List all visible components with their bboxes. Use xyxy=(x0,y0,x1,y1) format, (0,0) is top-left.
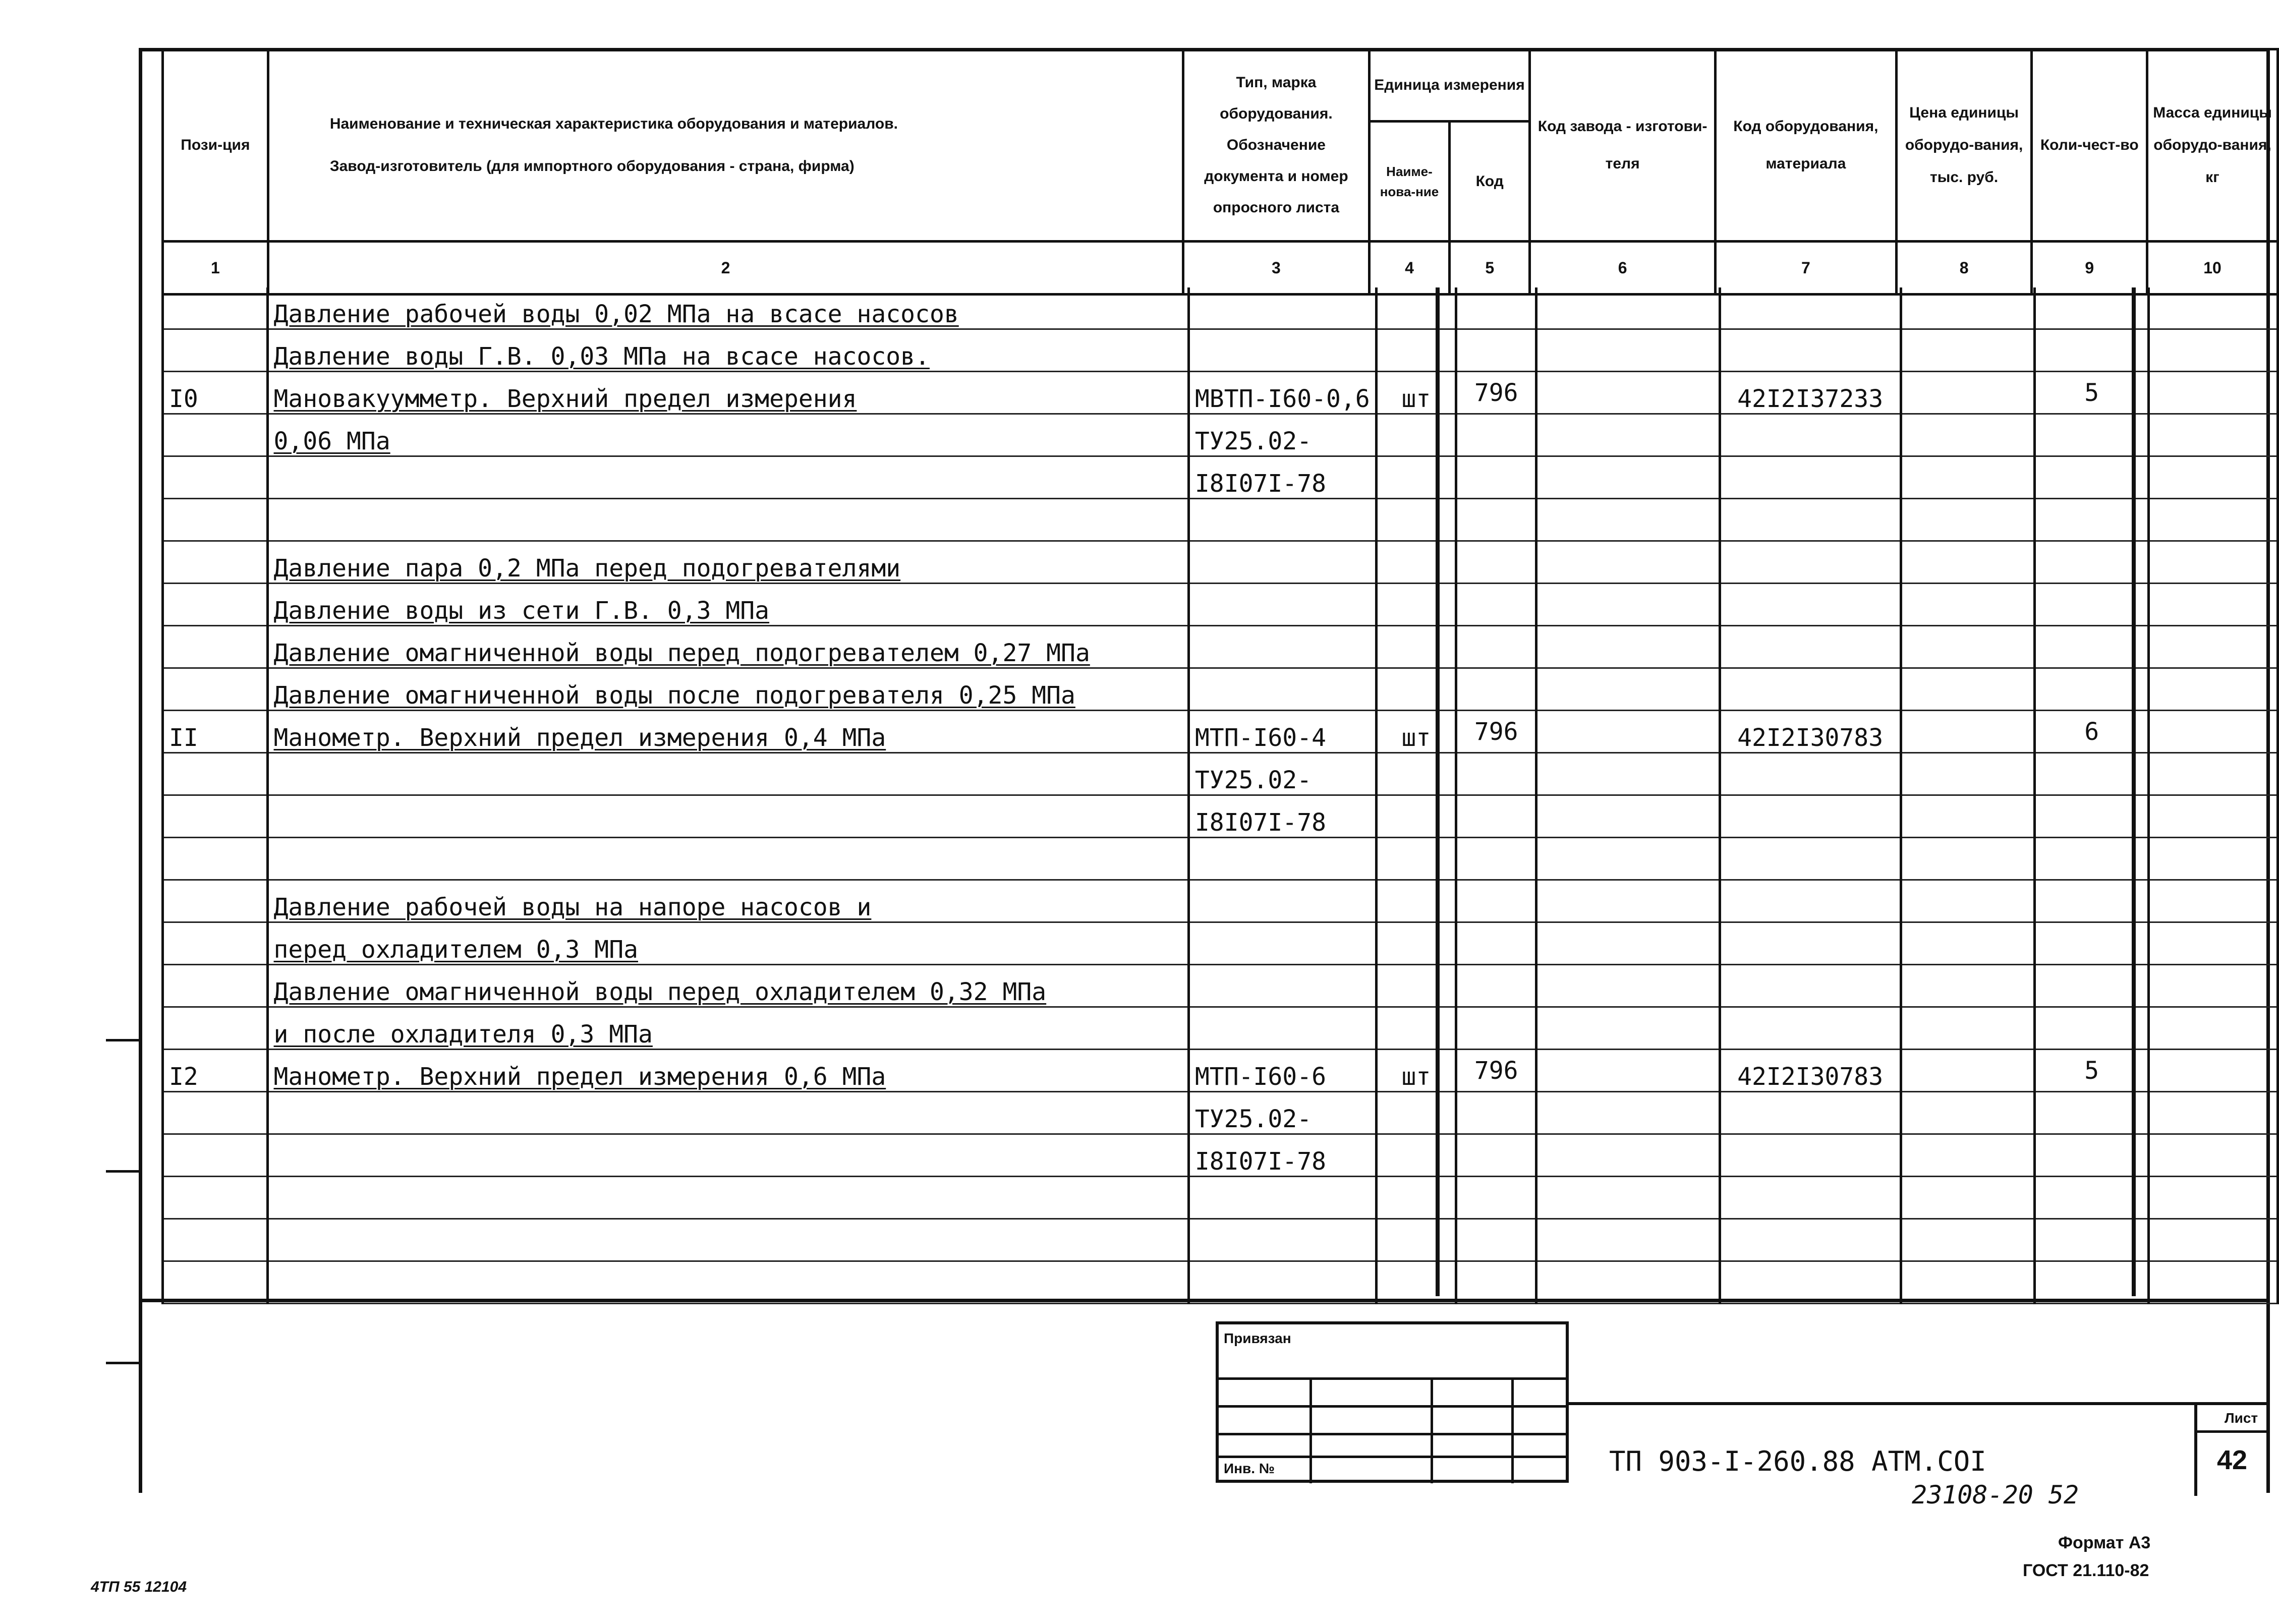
table-cell xyxy=(267,1177,1188,1219)
table-cell xyxy=(1901,499,2034,541)
table-cell xyxy=(163,1134,268,1177)
table-cell xyxy=(1376,880,1456,922)
table-cell xyxy=(2149,1219,2278,1261)
table-cell: перед охладителем 0,3 МПа xyxy=(267,922,1188,965)
table-cell xyxy=(1376,922,1456,965)
table-cell xyxy=(267,499,1188,541)
table-cell xyxy=(1456,1219,1536,1261)
header-name-cell xyxy=(268,49,1183,242)
table-cell: 796 xyxy=(1456,372,1536,414)
table-cell xyxy=(2149,1134,2278,1177)
table-row xyxy=(163,541,2278,584)
table-row xyxy=(163,753,2278,795)
unit-code-left-rule xyxy=(1436,287,1440,1296)
table-cell xyxy=(1901,541,2034,584)
table-cell: 42I2I37233 xyxy=(1720,372,1901,414)
table-cell xyxy=(1536,414,1720,456)
table-cell xyxy=(1536,499,1720,541)
header-maker-code: Код завода - изготови-теля xyxy=(1530,49,1716,242)
table-cell: I2 xyxy=(163,1050,268,1092)
spec-header xyxy=(161,48,2279,296)
table-cell: 42I2I30783 xyxy=(1720,1050,1901,1092)
table-cell xyxy=(1720,1092,1901,1134)
table-cell xyxy=(1901,711,2034,753)
table-cell xyxy=(1901,668,2034,711)
table-cell xyxy=(1188,668,1376,711)
quantity-right-rule xyxy=(2132,287,2136,1296)
table-row xyxy=(163,1134,2278,1177)
table-cell xyxy=(1536,1092,1720,1134)
header-equipment-code: Код оборудования, материала xyxy=(1716,49,1897,242)
table-cell: I8I07I-78 xyxy=(1188,456,1376,499)
table-cell xyxy=(1376,456,1456,499)
table-cell: шт xyxy=(1376,1050,1456,1092)
table-cell xyxy=(1376,499,1456,541)
table-cell xyxy=(1376,1092,1456,1134)
table-cell xyxy=(1376,584,1456,626)
stamp-bottom-label: Инв. № xyxy=(1224,1461,1275,1476)
table-cell: Мановакуумметр. Верхний предел измерения xyxy=(267,372,1188,414)
table-cell xyxy=(2149,372,2278,414)
table-cell xyxy=(267,1219,1188,1261)
stamp-line xyxy=(1219,1405,1567,1408)
table-cell xyxy=(2149,1261,2278,1304)
body-bottom-rule xyxy=(139,1299,2270,1302)
stamp-line xyxy=(1219,1377,1567,1380)
table-cell xyxy=(163,287,268,329)
table-cell xyxy=(1901,626,2034,668)
table-cell xyxy=(1901,838,2034,880)
table-cell xyxy=(163,880,268,922)
table-cell xyxy=(1901,1092,2034,1134)
header-column-number: 10 xyxy=(2147,242,2278,295)
table-cell xyxy=(1536,711,1720,753)
table-cell xyxy=(1456,287,1536,329)
table-cell: I8I07I-78 xyxy=(1188,795,1376,838)
table-cell xyxy=(1901,922,2034,965)
table-cell xyxy=(1376,541,1456,584)
header-column-number: 2 xyxy=(268,242,1183,295)
stamp-top-label: Привязан xyxy=(1224,1330,1291,1346)
table-cell xyxy=(1456,1134,1536,1177)
table-cell xyxy=(1901,1134,2034,1177)
table-cell: Давление рабочей воды на напоре насосов и xyxy=(267,880,1188,922)
table-cell xyxy=(1901,329,2034,372)
table-cell xyxy=(1720,795,1901,838)
table-cell xyxy=(1536,456,1720,499)
table-cell: МТП-I60-4 xyxy=(1188,711,1376,753)
table-cell xyxy=(163,541,268,584)
table-row xyxy=(163,372,2278,414)
table-cell xyxy=(1901,414,2034,456)
table-cell xyxy=(1376,668,1456,711)
table-row xyxy=(163,965,2278,1007)
table-cell xyxy=(1456,838,1536,880)
table-cell: ТУ25.02- xyxy=(1188,414,1376,456)
header-column-number: 8 xyxy=(1896,242,2032,295)
header-mass: Масса единицы оборудо-вания, кг xyxy=(2147,49,2278,242)
table-cell xyxy=(267,1092,1188,1134)
title-divider xyxy=(2194,1405,2197,1496)
table-cell: Давление пара 0,2 МПа перед подогревателями xyxy=(267,541,1188,584)
table-cell xyxy=(1456,456,1536,499)
table-row xyxy=(163,456,2278,499)
table-cell xyxy=(1456,584,1536,626)
table-cell xyxy=(1536,795,1720,838)
table-cell xyxy=(1456,965,1536,1007)
table-cell xyxy=(1720,1219,1901,1261)
stamp-line xyxy=(1431,1377,1433,1483)
table-cell xyxy=(163,795,268,838)
table-cell xyxy=(1536,1177,1720,1219)
table-cell xyxy=(1376,1261,1456,1304)
table-cell xyxy=(2149,1007,2278,1050)
table-row xyxy=(163,584,2278,626)
table-cell xyxy=(1901,456,2034,499)
table-cell xyxy=(1188,838,1376,880)
table-cell: Давление воды Г.В. 0,03 МПа на всасе насосов. xyxy=(267,329,1188,372)
table-cell: ТУ25.02- xyxy=(1188,753,1376,795)
table-cell xyxy=(163,626,268,668)
header-unit-group: Единица измерения xyxy=(1369,49,1530,122)
table-cell: Давление омагниченной воды перед подогревателем 0,27 МПа xyxy=(267,626,1188,668)
table-cell xyxy=(1901,965,2034,1007)
margin-tick xyxy=(106,1170,141,1173)
sheet-number: 42 xyxy=(2217,1445,2248,1475)
table-cell xyxy=(2149,838,2278,880)
table-row xyxy=(163,668,2278,711)
table-row xyxy=(163,1177,2278,1219)
margin-tick xyxy=(106,1362,141,1364)
table-cell xyxy=(1376,1219,1456,1261)
table-cell xyxy=(1376,838,1456,880)
table-cell xyxy=(163,1007,268,1050)
table-cell xyxy=(1188,287,1376,329)
table-cell xyxy=(1720,584,1901,626)
table-cell xyxy=(1456,795,1536,838)
table-cell xyxy=(1720,1007,1901,1050)
header-column-number: 3 xyxy=(1183,242,1370,295)
table-cell xyxy=(1188,1219,1376,1261)
table-cell xyxy=(1901,584,2034,626)
table-cell xyxy=(1536,1134,1720,1177)
table-cell xyxy=(2149,965,2278,1007)
table-cell xyxy=(267,838,1188,880)
table-cell xyxy=(2149,795,2278,838)
table-cell xyxy=(1720,668,1901,711)
table-cell xyxy=(1536,372,1720,414)
table-cell xyxy=(2149,1092,2278,1134)
table-cell xyxy=(1456,922,1536,965)
header-position: Пози-ция xyxy=(163,49,268,242)
table-cell xyxy=(163,668,268,711)
stamp-line xyxy=(1219,1456,1567,1458)
table-cell xyxy=(1536,329,1720,372)
header-unit-name: Наиме-нова-ние xyxy=(1369,122,1449,242)
left-archive-code: 4ТП 55 12104 xyxy=(91,1579,187,1595)
table-cell: ТУ25.02- xyxy=(1188,1092,1376,1134)
table-cell xyxy=(1536,1219,1720,1261)
table-cell xyxy=(2149,1177,2278,1219)
table-cell xyxy=(1720,1134,1901,1177)
table-cell xyxy=(1376,1007,1456,1050)
table-row xyxy=(163,329,2278,372)
table-cell: шт xyxy=(1376,711,1456,753)
table-cell xyxy=(1720,329,1901,372)
table-cell xyxy=(2149,456,2278,499)
table-row xyxy=(163,499,2278,541)
table-cell xyxy=(1720,838,1901,880)
header-column-number: 7 xyxy=(1716,242,1897,295)
table-cell xyxy=(267,795,1188,838)
table-cell xyxy=(1376,626,1456,668)
table-cell xyxy=(1720,414,1901,456)
table-cell: Манометр. Верхний предел измерения 0,6 МПа xyxy=(267,1050,1188,1092)
table-cell xyxy=(2149,1050,2278,1092)
table-cell xyxy=(1901,1050,2034,1092)
table-cell xyxy=(1376,753,1456,795)
table-cell xyxy=(2149,499,2278,541)
table-row xyxy=(163,1050,2278,1092)
approval-stamp xyxy=(1216,1321,1569,1483)
table-cell xyxy=(2149,584,2278,626)
table-cell xyxy=(1536,287,1720,329)
table-row xyxy=(163,626,2278,668)
table-cell xyxy=(1456,1177,1536,1219)
table-cell xyxy=(1376,329,1456,372)
table-cell xyxy=(1720,287,1901,329)
header-name-line1: Наименование и техническая характеристика оборудования и материалов. xyxy=(329,115,898,132)
table-cell xyxy=(1720,1177,1901,1219)
table-cell: Давление омагниченной воды после подогревателя 0,25 МПа xyxy=(267,668,1188,711)
header-type: Тип, марка оборудования. Обозначение документа и номер опросного листа xyxy=(1183,49,1370,242)
table-cell xyxy=(1536,922,1720,965)
table-cell: МТП-I60-6 xyxy=(1188,1050,1376,1092)
header-name-line2: Завод-изготовитель (для импортного оборудования - страна, фирма) xyxy=(329,158,854,175)
table-cell xyxy=(2149,287,2278,329)
stamp-line xyxy=(1511,1377,1514,1483)
table-cell: 6 xyxy=(2034,711,2149,753)
table-cell xyxy=(163,414,268,456)
sheet-label: Лист xyxy=(2225,1410,2258,1426)
table-cell xyxy=(1901,1261,2034,1304)
table-cell xyxy=(1188,584,1376,626)
table-cell xyxy=(1901,880,2034,922)
table-cell xyxy=(2149,329,2278,372)
table-cell xyxy=(1456,1092,1536,1134)
table-cell xyxy=(1188,880,1376,922)
table-cell xyxy=(1188,541,1376,584)
table-cell xyxy=(2149,541,2278,584)
table-row xyxy=(163,1261,2278,1304)
table-cell xyxy=(163,1092,268,1134)
table-cell xyxy=(1188,626,1376,668)
table-row xyxy=(163,795,2278,838)
table-cell: Давление омагниченной воды перед охладителем 0,32 МПа xyxy=(267,965,1188,1007)
table-cell xyxy=(1536,880,1720,922)
table-cell xyxy=(1456,668,1536,711)
table-cell xyxy=(2149,922,2278,965)
table-cell xyxy=(1536,584,1720,626)
stamp-line xyxy=(1219,1433,1567,1435)
table-cell xyxy=(163,1261,268,1304)
table-cell xyxy=(1376,965,1456,1007)
header-column-number: 5 xyxy=(1450,242,1530,295)
table-cell xyxy=(1376,287,1456,329)
table-cell xyxy=(1536,753,1720,795)
table-cell: Манометр. Верхний предел измерения 0,4 МПа xyxy=(267,711,1188,753)
table-row xyxy=(163,838,2278,880)
gost-label: ГОСТ 21.110-82 xyxy=(2023,1561,2149,1580)
table-cell xyxy=(1536,626,1720,668)
table-cell xyxy=(1188,1177,1376,1219)
table-cell xyxy=(1901,1177,2034,1219)
table-cell xyxy=(1901,753,2034,795)
table-cell xyxy=(1720,922,1901,965)
table-cell xyxy=(1456,626,1536,668)
header-unit-code: Код xyxy=(1450,122,1530,242)
table-cell xyxy=(1536,1261,1720,1304)
table-cell xyxy=(267,456,1188,499)
table-cell xyxy=(1720,753,1901,795)
table-cell xyxy=(1456,880,1536,922)
table-cell xyxy=(1376,795,1456,838)
table-cell xyxy=(1188,922,1376,965)
table-cell xyxy=(2149,668,2278,711)
table-cell: 5 xyxy=(2034,1050,2149,1092)
margin-tick xyxy=(106,1039,141,1041)
table-cell xyxy=(1456,414,1536,456)
table-cell xyxy=(2149,711,2278,753)
table-cell xyxy=(1456,541,1536,584)
table-cell xyxy=(1456,1261,1536,1304)
table-cell xyxy=(1901,795,2034,838)
table-cell: Давление воды из сети Г.В. 0,3 МПа xyxy=(267,584,1188,626)
table-cell: 5 xyxy=(2034,372,2149,414)
table-cell xyxy=(1188,499,1376,541)
table-cell xyxy=(1901,372,2034,414)
table-cell xyxy=(1720,626,1901,668)
table-cell xyxy=(1901,1007,2034,1050)
header-column-number: 4 xyxy=(1369,242,1449,295)
table-row xyxy=(163,880,2278,922)
table-cell xyxy=(1536,965,1720,1007)
handwritten-number: 23108-20 52 xyxy=(1912,1480,2079,1510)
table-cell: 0,06 МПа xyxy=(267,414,1188,456)
table-cell xyxy=(1376,1134,1456,1177)
table-cell xyxy=(267,753,1188,795)
table-cell xyxy=(1720,499,1901,541)
table-cell: шт xyxy=(1376,372,1456,414)
spec-body xyxy=(161,287,2279,1304)
table-cell xyxy=(1720,456,1901,499)
table-cell xyxy=(2149,753,2278,795)
table-cell xyxy=(1901,287,2034,329)
table-cell xyxy=(267,1134,1188,1177)
table-cell xyxy=(1188,1261,1376,1304)
header-quantity: Коли-чест-во xyxy=(2032,49,2147,242)
table-cell: 42I2I30783 xyxy=(1720,711,1901,753)
table-cell: 796 xyxy=(1456,711,1536,753)
table-cell xyxy=(1901,1219,2034,1261)
table-cell xyxy=(1536,541,1720,584)
table-cell xyxy=(2149,626,2278,668)
header-column-number: 9 xyxy=(2032,242,2147,295)
table-cell xyxy=(163,838,268,880)
table-cell xyxy=(163,753,268,795)
table-cell xyxy=(1188,329,1376,372)
table-cell: Давление рабочей воды 0,02 МПа на всасе насосов xyxy=(267,287,1188,329)
table-cell: I0 xyxy=(163,372,268,414)
table-cell xyxy=(163,329,268,372)
table-cell xyxy=(1536,668,1720,711)
table-cell xyxy=(1456,753,1536,795)
table-cell xyxy=(163,1177,268,1219)
table-cell xyxy=(1536,1007,1720,1050)
table-cell: и после охладителя 0,3 МПа xyxy=(267,1007,1188,1050)
stamp-line xyxy=(1309,1377,1312,1483)
table-cell xyxy=(163,584,268,626)
table-cell xyxy=(1376,1177,1456,1219)
table-cell xyxy=(267,1261,1188,1304)
table-cell xyxy=(1720,541,1901,584)
table-cell xyxy=(1188,965,1376,1007)
header-price: Цена единицы оборудо-вания, тыс. руб. xyxy=(1896,49,2032,242)
table-cell xyxy=(1720,1261,1901,1304)
table-cell: II xyxy=(163,711,268,753)
table-row xyxy=(163,287,2278,329)
table-cell xyxy=(1456,329,1536,372)
table-cell xyxy=(2149,414,2278,456)
table-cell: 796 xyxy=(1456,1050,1536,1092)
title-divider xyxy=(2194,1430,2270,1433)
table-row xyxy=(163,1219,2278,1261)
table-row xyxy=(163,711,2278,753)
table-cell: I8I07I-78 xyxy=(1188,1134,1376,1177)
header-column-number: 1 xyxy=(163,242,268,295)
header-column-number: 6 xyxy=(1530,242,1716,295)
format-label: Формат А3 xyxy=(2058,1533,2151,1552)
table-row xyxy=(163,414,2278,456)
table-cell xyxy=(163,499,268,541)
table-row xyxy=(163,922,2278,965)
title-block xyxy=(1569,1402,2270,1493)
table-row xyxy=(163,1007,2278,1050)
table-cell xyxy=(1456,1007,1536,1050)
table-cell xyxy=(1376,414,1456,456)
table-cell xyxy=(163,456,268,499)
table-cell xyxy=(1720,880,1901,922)
table-cell xyxy=(1536,838,1720,880)
doc-code: ТП 903-I-260.88 АТМ.COI xyxy=(1609,1445,1986,1477)
table-cell xyxy=(163,965,268,1007)
table-cell: МВТП-I60-0,6 xyxy=(1188,372,1376,414)
table-cell xyxy=(1188,1007,1376,1050)
table-cell xyxy=(2149,880,2278,922)
table-cell xyxy=(163,1219,268,1261)
table-cell xyxy=(163,922,268,965)
table-cell xyxy=(1456,499,1536,541)
table-cell xyxy=(1536,1050,1720,1092)
table-cell xyxy=(1720,965,1901,1007)
table-row xyxy=(163,1092,2278,1134)
